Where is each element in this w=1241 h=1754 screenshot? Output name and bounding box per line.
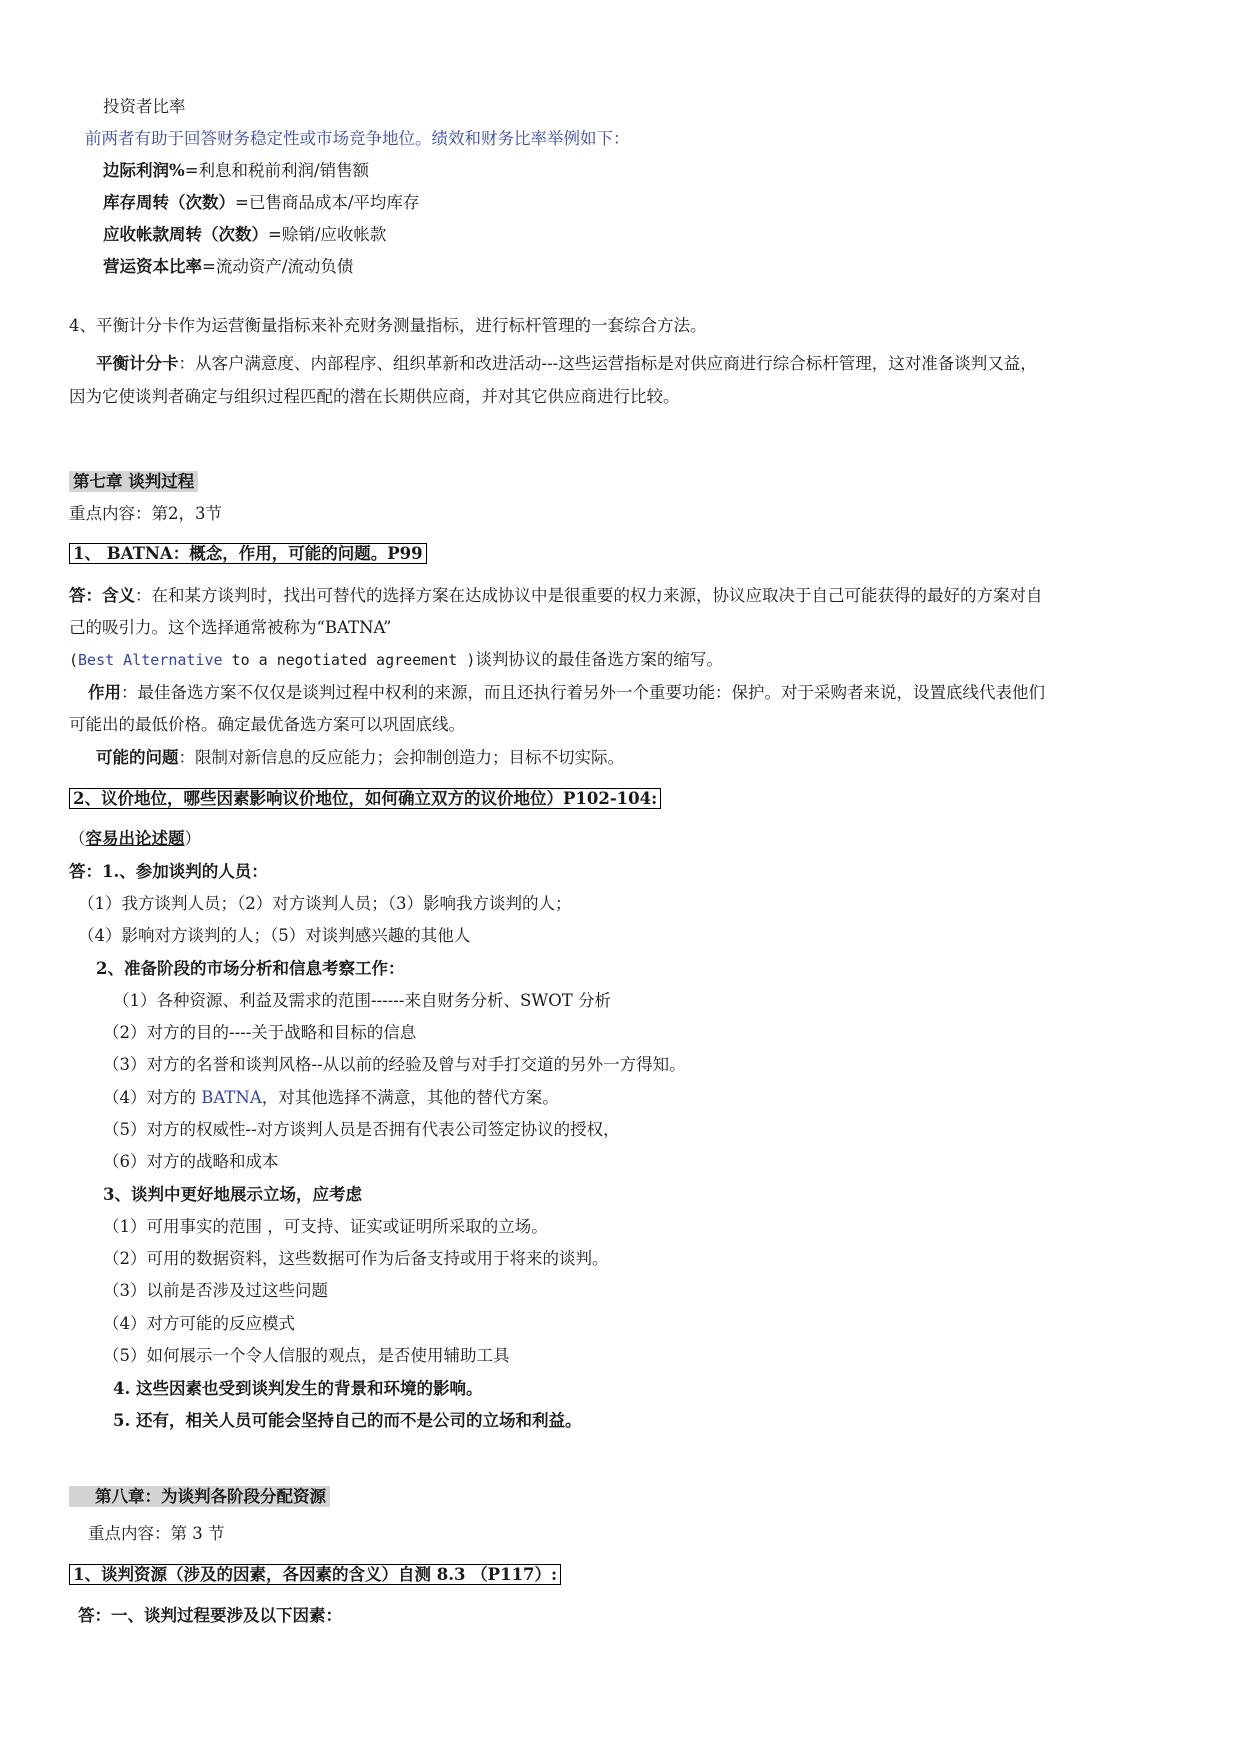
answer2-item4-prefix: （4）对方的 [103, 1088, 202, 1107]
ratio-item [103, 224, 386, 246]
answer4-line: 4. 这些因素也受到谈判发生的背景和环境的影响。 [113, 1379, 483, 1398]
answer-prefix: 答： [69, 586, 102, 605]
answer3-item: （5）如何展示一个令人信服的观点，是否使用辅助工具 [103, 1346, 510, 1365]
chapter8-answer1: 答：一、谈判过程要涉及以下因素： [78, 1606, 342, 1625]
answer2-item: （6）对方的战略和成本 [103, 1152, 279, 1171]
balanced-scorecard-term: 平衡计分卡 [96, 354, 179, 373]
ratio-def: =赊销/应收帐款 [268, 225, 387, 244]
section4-heading: 4、平衡计分卡作为运营衡量指标来补充财务测量指标，进行标杆管理的一套综合方法。 [69, 316, 707, 335]
answer3-item: （3）以前是否涉及过这些问题 [103, 1281, 328, 1300]
ratio-def: =利息和税前利润/销售额 [184, 161, 370, 180]
ratios-intro-line: 前两者有助于回答财务稳定性或市场竞争地位。绩效和财务比率举例如下： [85, 129, 630, 148]
answer2-item4-batna: BATNA [201, 1088, 262, 1107]
ratio-term: 库存周转（次数） [103, 193, 235, 212]
answer3-item: （2）可用的数据资料，这些数据可作为后备支持或用于将来的谈判。 [103, 1249, 609, 1268]
answer2-item: （3）对方的名誉和谈判风格--从以前的经验及曾与对手打交道的另外一方得知。 [103, 1055, 686, 1074]
ratio-item [103, 192, 419, 214]
answer1-heading: 答：1.、参加谈判的人员： [69, 862, 268, 881]
chapter7-focus: 重点内容：第2，3节 [69, 504, 222, 523]
answer2-item [103, 1087, 559, 1109]
answer3-heading: 3、谈判中更好地展示立场，应考虑 [103, 1185, 362, 1204]
batna-negotiated-agreement: to a negotiated agreement ) [222, 651, 476, 669]
answer3-item: （4）对方可能的反应模式 [103, 1314, 295, 1333]
batna-best-alternative: Best Alternative [78, 651, 223, 669]
batna-problems-line [96, 747, 624, 769]
meaning-text: ：在和某方谈判时，找出可替代的选择方案在达成协议中是很重要的权力来源，协议应取决于自己可能获得的最好的方案对自 [135, 586, 1043, 605]
question-bargaining-position [69, 788, 661, 810]
batna-chinese-expansion: 谈判协议的最佳备选方案的缩写。 [475, 650, 723, 669]
chapter7-title-text: 第七章 谈判过程 [69, 471, 198, 492]
balanced-scorecard-paragraph [96, 353, 1037, 375]
answer5-line: 5. 还有，相关人员可能会坚持自己的而不是公司的立场和利益。 [113, 1411, 582, 1430]
ratio-def: =流动资产/流动负债 [202, 257, 354, 276]
balanced-scorecard-line2: 因为它使谈判者确定与组织过程匹配的潜在长期供应商，并对其它供应商进行比较。 [69, 387, 680, 406]
role-text: ：最佳备选方案不仅仅是谈判过程中权利的来源，而且还执行着另外一个重要功能：保护。对于采购者来说，设置底线代表他们 [121, 683, 1045, 702]
question-bargaining-position-text: 2、议价地位，哪些因素影响议价地位，如何确立双方的议价地位）P102-104: [69, 788, 661, 809]
answer3-item: （1）可用事实的范围 ，可支持、证实或证明所采取的立场。 [103, 1217, 548, 1236]
problems-text: ：限制对新信息的反应能力；会抑制创造力；目标不切实际。 [178, 748, 624, 767]
answer2-item: （5）对方的权威性--对方谈判人员是否拥有代表公司签定协议的授权， [103, 1120, 620, 1139]
chapter8-focus: 重点内容：第 3 节 [88, 1524, 225, 1543]
question-batna [69, 543, 427, 565]
balanced-scorecard-text: ：从客户满意度、内部程序、组织革新和改进活动---这些运营指标是对供应商进行综合标杆管理，这对准备谈判又益， [178, 354, 1037, 373]
batna-role-line1 [88, 682, 1045, 704]
answer2-heading: 2、准备阶段的市场分析和信息考察工作： [96, 959, 405, 978]
batna-paren: ( [69, 651, 79, 669]
meaning-label: 含义 [102, 586, 135, 605]
ratio-def: =已售商品成本/平均库存 [235, 193, 420, 212]
answer2-item: （1）各种资源、利益及需求的范围------来自财务分析、SWOT 分析 [113, 991, 611, 1010]
ratio-term: 边际利润% [103, 161, 185, 180]
question-batna-text: 1、 BATNA：概念，作用，可能的问题。P99 [69, 543, 427, 564]
chapter7-title [69, 471, 198, 493]
answer1-list-line: （4）影响对方谈判的人；（5）对谈判感兴趣的其他人 [78, 926, 471, 945]
ratio-item [103, 160, 369, 182]
batna-meaning-line2: 己的吸引力。这个选择通常被称为“BATNA” [69, 618, 392, 637]
essay-label: 容易出论述题 [85, 829, 185, 848]
ratio-term: 营运资本比率 [103, 257, 202, 276]
batna-meaning-line1 [69, 585, 1043, 607]
ratio-term: 应收帐款周转（次数） [103, 225, 268, 244]
role-label: 作用 [88, 683, 121, 702]
problems-label: 可能的问题 [96, 748, 179, 767]
batna-role-line2: 可能出的最低价格。确定最优备选方案可以巩固底线。 [69, 715, 465, 734]
answer2-item: （2）对方的目的----关于战略和目标的信息 [103, 1023, 417, 1042]
chapter8-title-text: 第八章：为谈判各阶段分配资源 [69, 1486, 330, 1507]
essay-open: （ [69, 829, 86, 848]
chapter8-title [69, 1486, 330, 1508]
answer1-list-line: （1）我方谈判人员；（2）对方谈判人员；（3）影响我方谈判的人； [78, 894, 572, 913]
answer2-item4-rest: ，对其他选择不满意，其他的替代方案。 [261, 1088, 559, 1107]
essay-note [69, 828, 201, 850]
question-negotiation-resources [69, 1564, 561, 1586]
essay-close: ） [184, 829, 201, 848]
batna-expansion-line [69, 649, 723, 671]
ratio-item [103, 256, 353, 278]
investor-ratio-line: 投资者比率 [103, 97, 186, 116]
question-negotiation-resources-text: 1、谈判资源（涉及的因素，各因素的含义）自测 8.3 （P117）: [69, 1564, 561, 1585]
